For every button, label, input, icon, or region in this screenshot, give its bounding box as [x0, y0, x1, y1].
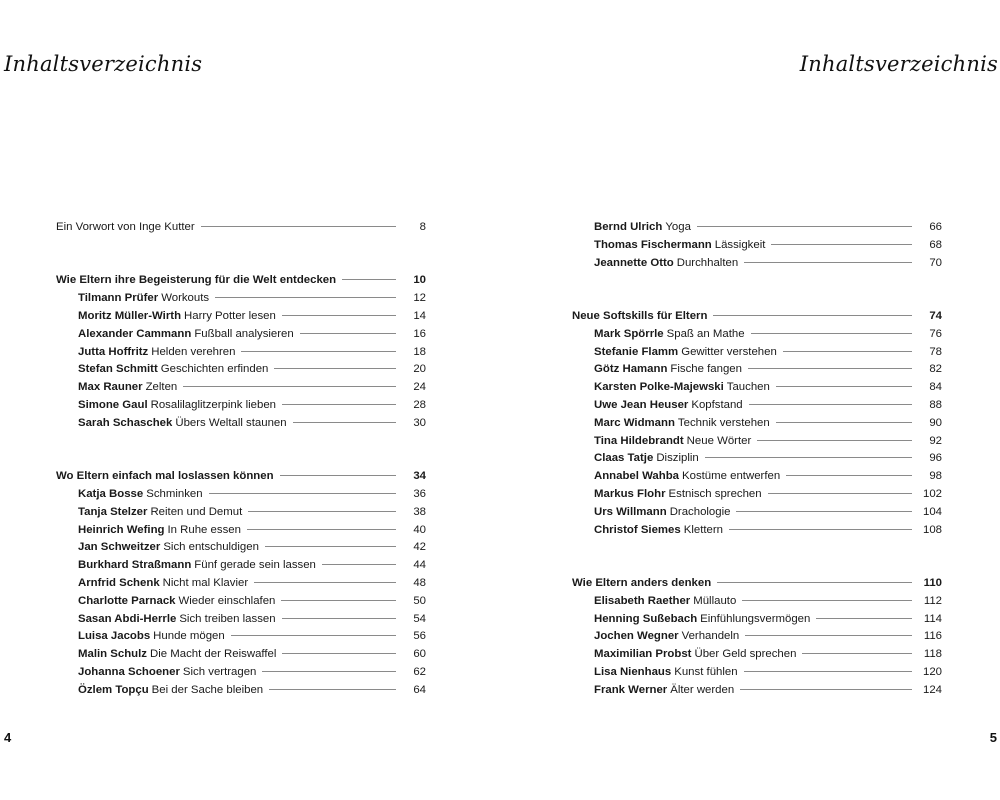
dot-leader [757, 440, 912, 441]
page-number: 98 [929, 470, 942, 483]
entry-text [594, 237, 765, 255]
entry-text [594, 415, 770, 433]
toc-entry [56, 308, 426, 326]
entry-author: Jan Schweitzer [78, 541, 161, 554]
entry-topic: Helden verehren [151, 345, 236, 358]
dot-leader [740, 689, 912, 690]
toc-entry [56, 557, 426, 575]
toc-entry [572, 611, 942, 629]
entry-topic: In Ruhe essen [167, 523, 241, 536]
entry-topic: Fußball analysieren [194, 327, 294, 340]
page-number: 24 [413, 381, 426, 394]
entry-author: Tina Hildebrandt [594, 434, 684, 447]
entry-text [594, 486, 762, 504]
toc-entry [572, 344, 942, 362]
toc-entry [56, 575, 426, 593]
dot-leader [776, 386, 912, 387]
page-number: 108 [922, 523, 942, 536]
entry-text [78, 397, 276, 415]
entry-topic: Estnisch sprechen [668, 487, 762, 500]
page-number: 70 [929, 256, 942, 269]
entry-topic: Reiten und Demut [150, 505, 243, 518]
dot-leader [274, 368, 396, 369]
running-head-left: Inhaltsverzeichnis [4, 52, 203, 76]
toc-entry [56, 593, 426, 611]
toc-entry [56, 486, 426, 504]
entry-topic: Technik verstehen [677, 416, 770, 429]
dot-leader [280, 475, 396, 476]
running-head-right: Inhaltsverzeichnis [799, 52, 998, 76]
entry-author: Henning Sußebach [594, 612, 698, 625]
entry-author: Jutta Hoffritz [78, 345, 149, 358]
dot-leader [293, 422, 396, 423]
toc-entry [572, 646, 942, 664]
entry-author: Elisabeth Raether [594, 594, 691, 607]
toc-entry [572, 593, 942, 611]
entry-topic: Yoga [665, 221, 691, 233]
page-number: 112 [923, 594, 942, 607]
page-number: 28 [413, 398, 426, 411]
page-number: 90 [929, 416, 942, 429]
entry-topic: Sich vertragen [182, 665, 257, 678]
entry-text [78, 504, 242, 522]
toc-entry [572, 219, 942, 237]
entry-text [594, 682, 734, 700]
entry-topic: Workouts [161, 292, 210, 305]
toc-entry [572, 664, 942, 682]
entry-topic: Tauchen [726, 381, 770, 394]
entry-topic: Zelten [145, 381, 178, 394]
toc-entry [56, 628, 426, 646]
entry-topic: Gewitter verstehen [681, 345, 777, 358]
entry-text [594, 504, 730, 522]
dot-leader [736, 511, 912, 512]
page-number: 20 [413, 363, 426, 376]
entry-text [78, 628, 225, 646]
dot-leader [783, 351, 912, 352]
entry-text [594, 326, 745, 344]
page-number: 44 [413, 559, 426, 572]
entry-text [594, 255, 738, 273]
entry-topic: Schminken [146, 487, 203, 500]
page-number: 92 [929, 434, 942, 447]
toc-entry [572, 255, 942, 273]
entry-author: Arnfrid Schenk [78, 576, 160, 589]
entry-topic: Kostüme entwerfen [682, 470, 781, 483]
entry-author: Jeannette Otto [594, 256, 674, 269]
entry-author: Heinrich Wefing [78, 523, 165, 536]
dot-leader [697, 226, 912, 227]
toc-entry [572, 379, 942, 397]
dot-leader [786, 475, 912, 476]
entry-text [594, 646, 796, 664]
spacer [572, 539, 942, 575]
toc-entry [572, 361, 942, 379]
page-number: 64 [413, 683, 426, 696]
entry-author: Tanja Stelzer [78, 505, 148, 518]
toc-entry [56, 344, 426, 362]
toc-entry [56, 504, 426, 522]
section-heading [56, 272, 426, 290]
entry-text [78, 308, 276, 326]
page-number: 38 [413, 505, 426, 518]
toc-entry [572, 450, 942, 468]
page-number: 116 [923, 630, 942, 643]
toc-entry [56, 361, 426, 379]
page-number: 68 [929, 238, 942, 251]
dot-leader [816, 618, 912, 619]
dot-leader [231, 635, 396, 636]
entry-topic: Durchhalten [676, 256, 739, 269]
entry-text [594, 522, 723, 540]
dot-leader [751, 333, 912, 334]
toc-entry [572, 415, 942, 433]
entry-author: Claas Tatje [594, 452, 654, 465]
dot-leader [282, 618, 396, 619]
toc-entry [572, 682, 942, 700]
entry-author: Annabel Wahba [594, 470, 680, 483]
page-number: 30 [413, 416, 426, 429]
entry-text [78, 486, 203, 504]
page-number: 96 [929, 452, 942, 465]
toc-left-column [56, 219, 426, 700]
toc-entry [56, 290, 426, 308]
toc-entry [56, 379, 426, 397]
dot-leader [282, 653, 396, 654]
dot-leader [183, 386, 396, 387]
toc-entry-plain [56, 219, 426, 237]
toc-entry [56, 522, 426, 540]
entry-text [78, 522, 241, 540]
entry-topic: Harry Potter lesen [184, 309, 276, 322]
toc-entry [56, 415, 426, 433]
page-number: 74 [929, 309, 942, 322]
toc-entry [56, 682, 426, 700]
page-number: 78 [929, 345, 942, 358]
toc-right-column [572, 219, 942, 700]
entry-text [78, 646, 276, 664]
entry-author: Johanna Schoener [78, 665, 180, 678]
section-heading [56, 468, 426, 486]
toc-entry [56, 397, 426, 415]
page-number: 16 [413, 327, 426, 340]
page-number: 66 [929, 221, 942, 233]
entry-text [594, 611, 810, 629]
entry-topic: Kunst fühlen [674, 665, 738, 678]
entry-topic: Fünf gerade sein lassen [194, 559, 316, 572]
dot-leader [744, 671, 912, 672]
toc-entry [572, 397, 942, 415]
dot-leader [282, 315, 396, 316]
section-title: Wie Eltern anders denken [572, 576, 712, 589]
toc-entry [56, 646, 426, 664]
entry-topic: Geschichten erfinden [160, 363, 269, 376]
entry-text [78, 575, 248, 593]
dot-leader [215, 297, 396, 298]
dot-leader [265, 546, 396, 547]
toc-entry [56, 326, 426, 344]
dot-leader [717, 582, 912, 583]
entry-author: Jochen Wegner [594, 630, 679, 643]
entry-topic: Spaß an Mathe [666, 327, 745, 340]
entry-text [78, 326, 294, 344]
entry-author: Lisa Nienhaus [594, 665, 672, 678]
section-title: Wo Eltern einfach mal loslassen können [56, 470, 274, 483]
entry-text [78, 379, 177, 397]
dot-leader [342, 279, 396, 280]
page-number: 36 [413, 487, 426, 500]
page-number: 88 [929, 398, 942, 411]
dot-leader [776, 422, 912, 423]
page-number: 110 [923, 576, 942, 589]
entry-text [594, 468, 780, 486]
entry-author: Stefanie Flamm [594, 345, 679, 358]
page-number: 114 [923, 612, 942, 625]
page-number: 56 [413, 630, 426, 643]
entry-text [78, 611, 276, 629]
spacer [572, 272, 942, 308]
dot-leader [201, 226, 396, 227]
entry-author: Malin Schulz [78, 648, 147, 661]
entry-author: Christof Siemes [594, 523, 681, 536]
entry-author: Thomas Fischermann [594, 238, 712, 251]
entry-topic: Wieder einschlafen [178, 594, 276, 607]
entry-topic: Fische fangen [670, 363, 742, 376]
entry-text [594, 397, 743, 415]
entry-text [78, 539, 259, 557]
entry-text [78, 361, 268, 379]
entry-text [78, 415, 287, 433]
entry-author: Burkhard Straßmann [78, 559, 192, 572]
entry-text [594, 379, 770, 397]
entry-topic: Drachologie [669, 505, 731, 518]
entry-topic: Verhandeln [681, 630, 740, 643]
entry-author: Marc Widmann [594, 416, 675, 429]
spacer [56, 433, 426, 469]
entry-author: Özlem Topçu [78, 683, 149, 696]
page-number: 14 [413, 309, 426, 322]
entry-text [594, 219, 691, 237]
page-number: 8 [419, 221, 426, 233]
entry-topic: Hunde mögen [153, 630, 225, 643]
toc-entry [572, 468, 942, 486]
page-number: 48 [413, 576, 426, 589]
entry-author: Mark Spörrle [594, 327, 664, 340]
page-number: 102 [922, 487, 942, 500]
dot-leader [771, 244, 912, 245]
entry-topic: Bei der Sache bleiben [151, 683, 264, 696]
spacer [56, 237, 426, 273]
entry-text [78, 557, 316, 575]
page-number: 76 [929, 327, 942, 340]
entry-topic: Klettern [683, 523, 723, 536]
dot-leader [262, 671, 396, 672]
dot-leader [768, 493, 912, 494]
page-number-right: 5 [989, 730, 997, 745]
page-number: 10 [413, 274, 426, 287]
entry-topic: Über Geld sprechen [694, 648, 797, 661]
dot-leader [247, 529, 396, 530]
entry-author: Tilmann Prüfer [78, 292, 159, 305]
toc-entry [56, 611, 426, 629]
dot-leader [322, 564, 396, 565]
page-number: 50 [413, 594, 426, 607]
dot-leader [209, 493, 396, 494]
entry-topic: Neue Wörter [686, 434, 752, 447]
toc-entry [572, 504, 942, 522]
entry-topic: Kopfstand [691, 398, 743, 411]
entry-author: Götz Hamann [594, 363, 668, 376]
entry-topic: Nicht mal Klavier [162, 576, 249, 589]
entry-text [78, 682, 263, 700]
page-number: 18 [413, 345, 426, 358]
dot-leader [705, 457, 912, 458]
dot-leader [749, 404, 912, 405]
entry-topic: Lässigkeit [714, 238, 766, 251]
entry-author: Luisa Jacobs [78, 630, 151, 643]
entry-text [594, 344, 777, 362]
dot-leader [802, 653, 912, 654]
page-number: 82 [929, 363, 942, 376]
entry-text [594, 628, 739, 646]
dot-leader [713, 315, 912, 316]
section-heading [572, 575, 942, 593]
entry-author: Katja Bosse [78, 487, 144, 500]
entry-author: Frank Werner [594, 683, 668, 696]
page-number: 118 [923, 648, 942, 661]
entry-author: Maximilian Probst [594, 648, 692, 661]
entry-text [78, 664, 256, 682]
section-title: Neue Softskills für Eltern [572, 309, 708, 322]
dot-leader [300, 333, 396, 334]
toc-entry [572, 522, 942, 540]
entry-text [594, 361, 742, 379]
entry-author: Sasan Abdi-Herrle [78, 612, 177, 625]
page-number: 84 [929, 381, 942, 394]
entry-topic: Übers Weltall staunen [175, 416, 287, 429]
entry-author: Urs Willmann [594, 505, 667, 518]
entry-author: Karsten Polke-Majewski [594, 381, 724, 394]
entry-author: Uwe Jean Heuser [594, 398, 689, 411]
page-number-left: 4 [4, 730, 12, 745]
entry-author: Bernd Ulrich [594, 221, 663, 233]
entry-author: Stefan Schmitt [78, 363, 158, 376]
entry-author: Simone Gaul [78, 398, 148, 411]
page-number: 120 [922, 665, 942, 678]
section-heading [572, 308, 942, 326]
entry-topic: Älter werden [670, 683, 735, 696]
page-number: 62 [413, 665, 426, 678]
dot-leader [269, 689, 396, 690]
toc-entry [572, 326, 942, 344]
entry-author: Markus Flohr [594, 487, 666, 500]
page-number: 34 [413, 470, 426, 483]
entry-author: Charlotte Parnack [78, 594, 176, 607]
dot-leader [748, 368, 912, 369]
toc-entry [56, 664, 426, 682]
entry-text [78, 593, 275, 611]
page-number: 124 [922, 683, 942, 696]
entry-topic: Sich treiben lassen [179, 612, 276, 625]
entry-text [594, 433, 751, 451]
entry-topic: Rosalilaglitzerpink lieben [150, 398, 276, 411]
dot-leader [745, 635, 912, 636]
entry-text [594, 450, 699, 468]
page-number: 60 [413, 648, 426, 661]
entry-author: Sarah Schaschek [78, 416, 173, 429]
dot-leader [282, 404, 396, 405]
entry-text [78, 290, 209, 308]
entry-text [594, 664, 738, 682]
entry-text [78, 344, 235, 362]
dot-leader [744, 262, 912, 263]
dot-leader [241, 351, 396, 352]
entry-topic: Sich entschuldigen [163, 541, 259, 554]
page-number: 42 [413, 541, 426, 554]
toc-entry [572, 486, 942, 504]
entry-title: Ein Vorwort von Inge Kutter [56, 221, 195, 233]
page-number: 104 [922, 505, 942, 518]
entry-text [594, 593, 736, 611]
entry-topic: Disziplin [656, 452, 699, 465]
section-title: Wie Eltern ihre Begeisterung für die Welt entdecken [56, 274, 337, 287]
toc-entry [572, 433, 942, 451]
toc-entry [572, 628, 942, 646]
page-number: 40 [413, 523, 426, 536]
dot-leader [742, 600, 912, 601]
page-number: 12 [413, 292, 426, 305]
entry-author: Moritz Müller-Wirth [78, 309, 182, 322]
toc-entry [572, 237, 942, 255]
dot-leader [248, 511, 396, 512]
entry-topic: Einfühlungsvermögen [700, 612, 811, 625]
dot-leader [729, 529, 912, 530]
dot-leader [254, 582, 396, 583]
dot-leader [281, 600, 396, 601]
entry-author: Max Rauner [78, 381, 143, 394]
page-number: 54 [413, 612, 426, 625]
entry-topic: Müllauto [693, 594, 737, 607]
entry-topic: Die Macht der Reiswaffel [149, 648, 277, 661]
entry-author: Alexander Cammann [78, 327, 192, 340]
toc-entry [56, 539, 426, 557]
